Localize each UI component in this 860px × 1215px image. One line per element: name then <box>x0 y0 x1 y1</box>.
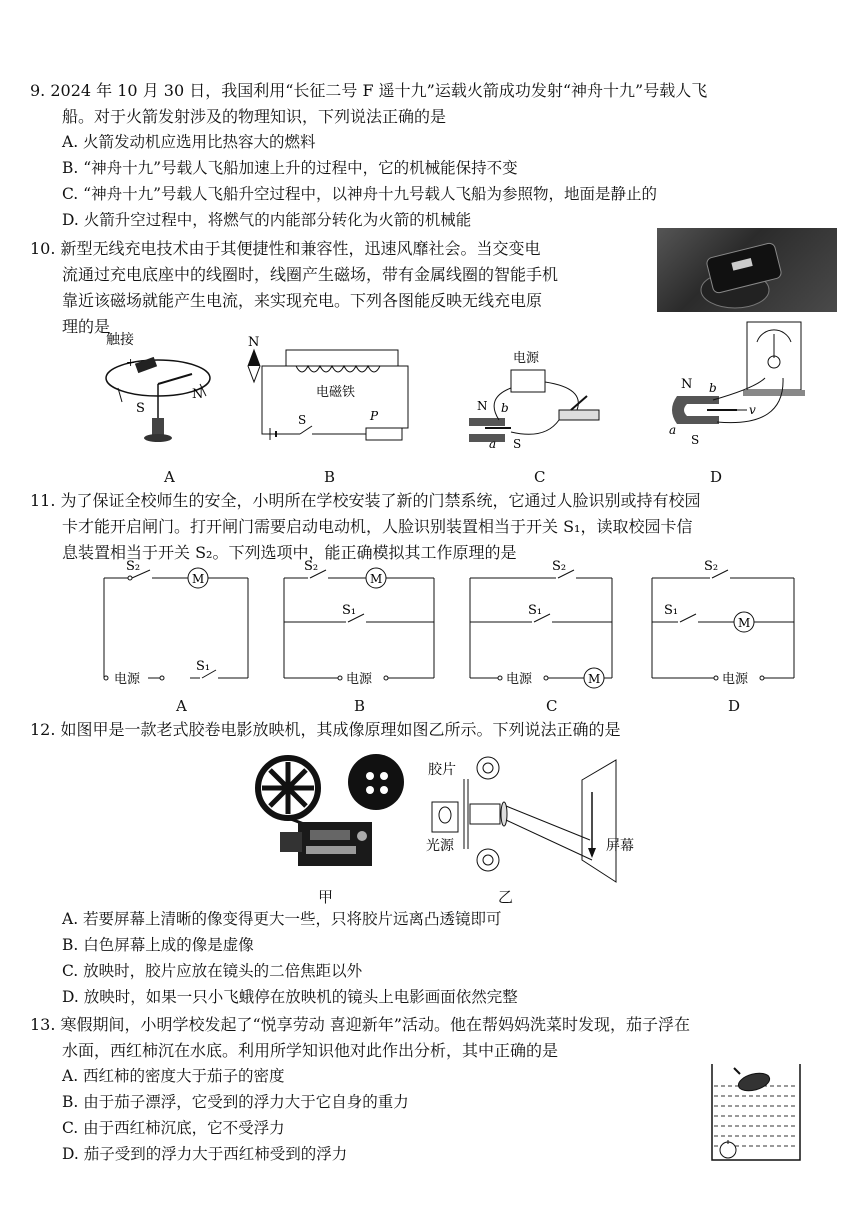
svg-text:S₁: S₁ <box>664 603 679 618</box>
svg-text:电源: 电源 <box>114 672 141 687</box>
projection-principle-diagram <box>424 752 664 892</box>
q13-option-c: C. 由于西红柿沉底，它不受浮力 <box>62 1119 285 1137</box>
q10-choice-b: B <box>324 468 336 486</box>
svg-text:S₂: S₂ <box>126 559 141 574</box>
svg-text:N: N <box>192 387 204 402</box>
q11-choice-d: D <box>728 697 741 715</box>
eggplant-icon <box>736 1070 771 1094</box>
q10-figure-b <box>240 334 410 452</box>
svg-text:v: v <box>749 403 756 417</box>
svg-text:电源: 电源 <box>722 672 749 687</box>
svg-text:+: + <box>126 356 136 369</box>
svg-text:a: a <box>669 423 677 437</box>
svg-text:M: M <box>738 616 751 630</box>
q13-stem-line2: 水面，西红柿沉在水底。利用所学知识他对此作出分析，其中正确的是 <box>62 1041 559 1060</box>
q12-option-a: A. 若要屏幕上清晰的像变得更大一些，只将胶片远离凸透镜即可 <box>62 910 502 928</box>
q11-circuit-d <box>648 556 808 692</box>
svg-text:S: S <box>513 437 522 451</box>
svg-text:屏幕: 屏幕 <box>606 838 634 854</box>
svg-text:电源: 电源 <box>346 672 373 687</box>
svg-text:N: N <box>248 335 260 350</box>
q12-stem-line1: 12. 如图甲是一款老式胶卷电影放映机，其成像原理如图乙所示。下列说法正确的是 <box>30 720 621 739</box>
wireless-charger-photo <box>657 228 837 312</box>
svg-text:N: N <box>477 399 488 413</box>
svg-text:M: M <box>370 572 383 586</box>
q9-stem-line2: 船。对于火箭发射涉及的物理知识，下列说法正确的是 <box>62 107 447 126</box>
q10-choice-c: C <box>534 468 546 486</box>
q11-choice-a: A <box>176 697 187 715</box>
svg-text:电磁铁: 电磁铁 <box>316 385 356 400</box>
q9-stem-line1: 9. 2024 年 10 月 30 日，我国利用“长征二号 F 遥十九”运载火箭成功发射“神舟十九”号载人飞 <box>30 81 708 100</box>
q11-choice-b: B <box>354 697 366 715</box>
q12-option-d: D. 放映时，如果一只小飞蛾停在放映机的镜头上电影画面依然完整 <box>62 988 518 1006</box>
tomato-icon <box>720 1142 736 1158</box>
phone-on-charger-image <box>657 228 837 312</box>
q10-figure-d <box>665 318 815 454</box>
svg-text:S₁: S₁ <box>342 603 357 618</box>
svg-text:S: S <box>691 433 700 447</box>
svg-text:N: N <box>681 377 693 392</box>
q11-stem-line3: 息装置相当于开关 S₂。下列选项中，能正确模拟其工作原理的是 <box>62 543 517 562</box>
q9-option-c: C. “神舟十九”号载人飞船升空过程中，以神舟十九号载人飞船为参照物，地面是静止的 <box>62 185 658 203</box>
svg-text:b: b <box>501 401 509 415</box>
figure-b-caption: 乙 <box>498 888 514 906</box>
svg-text:光源: 光源 <box>426 838 454 854</box>
q9-option-a: A. 火箭发动机应选用比热容大的燃料 <box>62 133 316 151</box>
svg-text:M: M <box>588 672 601 686</box>
q9-option-b: B. “神舟十九”号载人飞船加速上升的过程中，它的机械能保持不变 <box>62 159 518 177</box>
q11-circuit-a <box>98 556 258 692</box>
q11-circuit-c <box>466 556 626 692</box>
svg-text:M: M <box>192 572 205 586</box>
q11-circuit-b <box>280 556 440 692</box>
q13-stem-line1: 13. 寒假期间，小明学校发起了“悦享劳动 喜迎新年”活动。他在帮妈妈洗菜时发现，茄子浮在 <box>30 1015 690 1034</box>
q10-choice-d: D <box>710 468 723 486</box>
svg-text:S₂: S₂ <box>304 559 319 574</box>
svg-text:b: b <box>709 381 717 395</box>
svg-text:S₂: S₂ <box>704 559 719 574</box>
q9-option-d: D. 火箭升空过程中，将燃气的内能部分转化为火箭的机械能 <box>62 211 472 229</box>
water-container-diagram <box>706 1060 806 1164</box>
svg-text:S₁: S₁ <box>196 659 211 674</box>
svg-text:S₁: S₁ <box>528 603 543 618</box>
q10-stem-line4: 理的是 <box>62 317 111 336</box>
q13-option-d: D. 茄子受到的浮力大于西红柿受到的浮力 <box>62 1145 348 1163</box>
svg-text:P: P <box>370 409 379 423</box>
film-projector-image <box>250 752 420 872</box>
svg-text:电源: 电源 <box>513 351 540 366</box>
q12-option-c: C. 放映时，胶片应放在镜头的二倍焦距以外 <box>62 962 363 980</box>
svg-text:S: S <box>136 401 145 416</box>
q11-stem-line2: 卡才能开启闸门。打开闸门需要启动电动机，人脸识别装置相当于开关 S₁，读取校园卡信 <box>62 517 693 536</box>
q10-stem-line1: 10. 新型无线充电技术由于其便捷性和兼容性，迅速风靡社会。当交变电 <box>30 239 541 258</box>
q13-option-b: B. 由于茄子漂浮，它受到的浮力大于它自身的重力 <box>62 1093 409 1111</box>
figure-a-caption: 甲 <box>318 888 334 906</box>
svg-text:S₂: S₂ <box>552 559 567 574</box>
svg-text:电源: 电源 <box>506 672 533 687</box>
q10-stem-line3: 靠近该磁场就能产生电流，来实现充电。下列各图能反映无线充电原 <box>62 291 543 310</box>
q12-option-b: B. 白色屏幕上成的像是虚像 <box>62 936 254 954</box>
svg-text:a: a <box>489 437 497 451</box>
q10-figure-c <box>455 348 605 454</box>
q11-stem-line1: 11. 为了保证全校师生的安全，小明所在学校安装了新的门禁系统，它通过人脸识别或持有校园 <box>30 491 701 510</box>
fig-a-label-touch: 触接 <box>106 332 134 348</box>
q10-stem-line2: 流通过充电底座中的线圈时，线圈产生磁场，带有金属线圈的智能手机 <box>62 265 559 284</box>
q10-figure-a <box>96 322 236 452</box>
svg-text:S: S <box>298 413 307 427</box>
q13-option-a: A. 西红柿的密度大于茄子的密度 <box>62 1067 285 1085</box>
svg-text:胶片: 胶片 <box>428 762 456 778</box>
q10-choice-a: A <box>164 468 175 486</box>
q11-choice-c: C <box>546 697 558 715</box>
